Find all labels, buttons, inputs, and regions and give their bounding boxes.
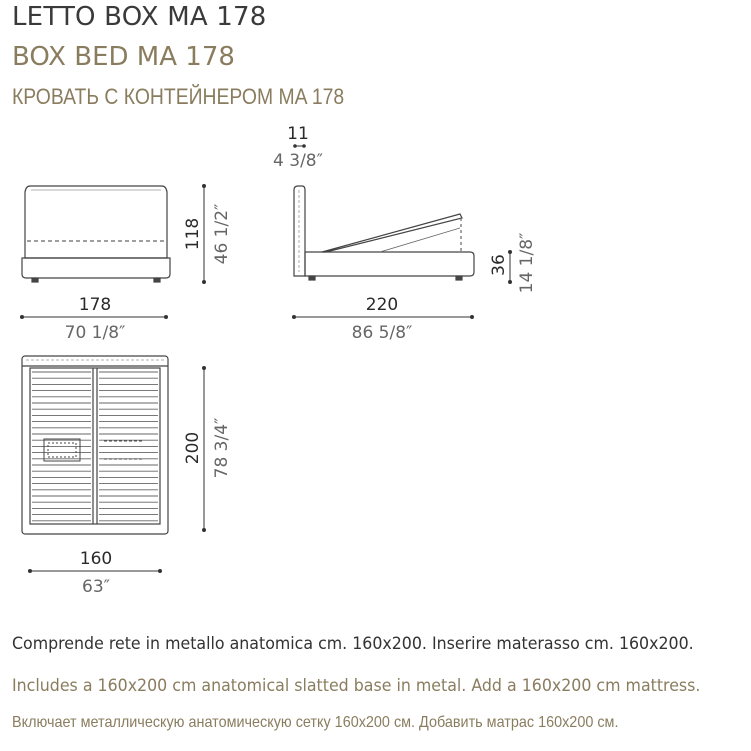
front-height-cm: 118 bbox=[183, 217, 203, 251]
top-width-inch: 63″ bbox=[82, 577, 110, 597]
side-view bbox=[273, 124, 537, 343]
title-italian: LETTO BOX MA 178 bbox=[12, 2, 267, 32]
top-width-dimension bbox=[28, 549, 162, 597]
top-length-cm: 200 bbox=[183, 431, 203, 465]
description-russian: Включает металлическую анатомическую сетку 160x200 см. Добавить матрас 160x200 см. bbox=[12, 714, 619, 731]
front-view bbox=[20, 184, 232, 343]
side-length-cm: 220 bbox=[365, 295, 399, 315]
side-headboard-inch: 4 3/8″ bbox=[273, 151, 323, 171]
top-length-inch: 78 3/4″ bbox=[212, 417, 232, 479]
title-english: BOX BED MA 178 bbox=[12, 42, 235, 72]
top-view bbox=[22, 356, 232, 597]
side-headboard-cm: 11 bbox=[287, 124, 309, 144]
side-length-dimension bbox=[292, 295, 474, 343]
front-view-bed-outline bbox=[22, 186, 170, 282]
description-english: Includes a 160x200 cm anatomical slatted base in metal. Add a 160x200 cm mattress. bbox=[12, 676, 701, 696]
title-russian: КРОВАТЬ С КОНТЕЙНЕРОМ MA 178 bbox=[12, 84, 345, 109]
description-italian: Comprende rete in metallo anatomica cm. 160x200. Inserire materasso cm. 160x200. bbox=[12, 634, 694, 654]
front-width-cm: 178 bbox=[78, 295, 112, 315]
front-height-inch: 46 1/2″ bbox=[212, 203, 232, 265]
top-width-cm: 160 bbox=[79, 549, 113, 569]
side-base-height-dimension bbox=[489, 233, 537, 294]
top-view-slats bbox=[32, 372, 158, 521]
side-length-inch: 86 5/8″ bbox=[351, 323, 413, 343]
front-width-inch: 70 1/8″ bbox=[64, 323, 126, 343]
side-base-height-inch: 14 1/8″ bbox=[517, 232, 537, 294]
top-length-dimension bbox=[183, 366, 232, 532]
side-base-height-cm: 36 bbox=[489, 254, 509, 276]
front-width-dimension bbox=[20, 295, 168, 343]
side-headboard-dimension bbox=[273, 124, 323, 171]
side-view-bed-outline bbox=[294, 186, 474, 280]
front-height-dimension bbox=[183, 184, 232, 284]
